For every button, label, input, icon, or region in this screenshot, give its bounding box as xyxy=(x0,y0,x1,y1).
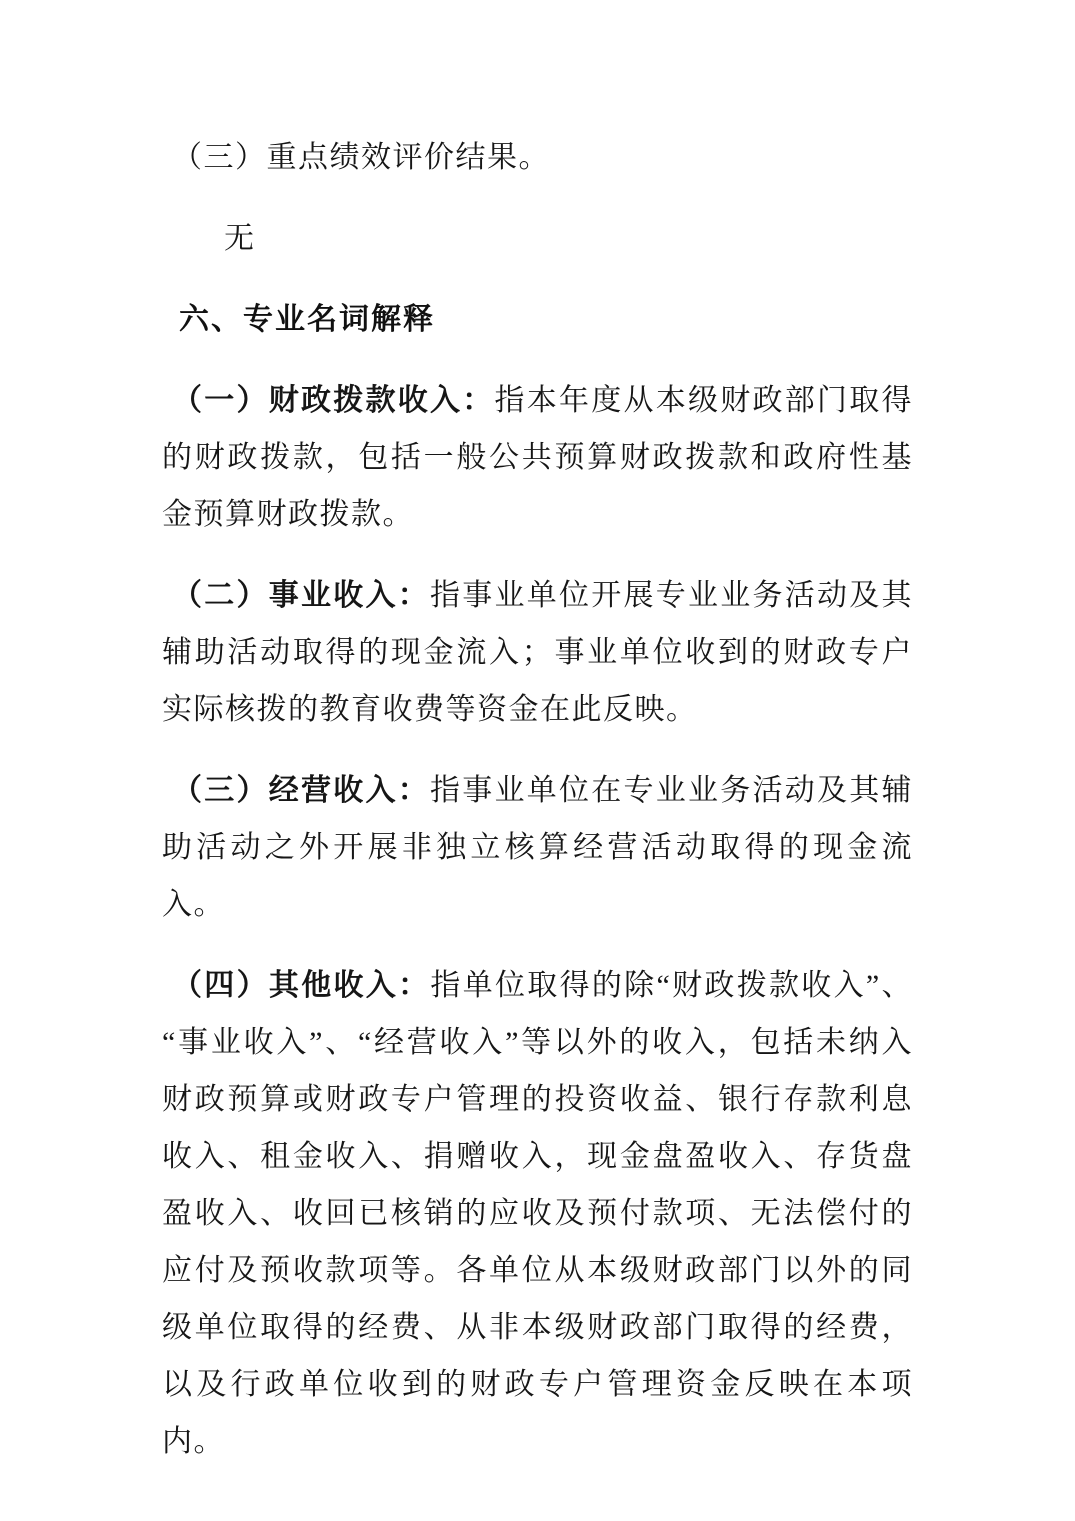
section-heading-terms-explanation: 六、专业名词解释 xyxy=(179,303,435,336)
definition-fiscal-appropriation-income xyxy=(162,372,913,543)
definition-body-operational-income: 指事业单位开展专业业务活动及其辅助活动取得的现金流入；事业单位收到的财政专户实际核拨的教育收费等资金在此反映。 xyxy=(162,579,913,726)
definition-body-other-income: 指单位取得的除“财政拨款收入”、“事业收入”、“经营收入”等以外的收入，包括未纳入财政预算或财政专户管理的投资收益、银行存款利息收入、租金收入、捐赠收入，现金盘盈收入、存货盘盈收入、收回已核销的应收及预付款项、无法偿付的应付及预收款项等。各单位从本级财政部门以外的同级单位取得的经费、从非本级财政部门取得的经费，以及行政单位收到的财政专户管理资金反映在本项内。 xyxy=(162,969,913,1458)
definition-operational-income xyxy=(162,567,913,738)
definition-business-income xyxy=(162,762,913,933)
definition-body-fiscal-appropriation-income: 指本年度从本级财政部门取得的财政拨款，包括一般公共预算财政拨款和政府性基金预算财政拨款。 xyxy=(162,384,913,531)
definition-body-business-income: 指事业单位在专业业务活动及其辅助活动之外开展非独立核算经营活动取得的现金流入。 xyxy=(162,774,913,921)
definition-term-other-income: （四）其他收入： xyxy=(172,969,431,1002)
paragraph-key-performance-evaluation-results: （三）重点绩效评价结果。 xyxy=(172,141,550,174)
definition-other-income xyxy=(162,957,913,1470)
definition-term-business-income: （三）经营收入： xyxy=(172,774,430,807)
definition-term-fiscal-appropriation-income: （一）财政拨款收入： xyxy=(172,384,495,417)
paragraph-none: 无 xyxy=(224,222,256,255)
definition-term-operational-income: （二）事业收入： xyxy=(172,579,430,612)
